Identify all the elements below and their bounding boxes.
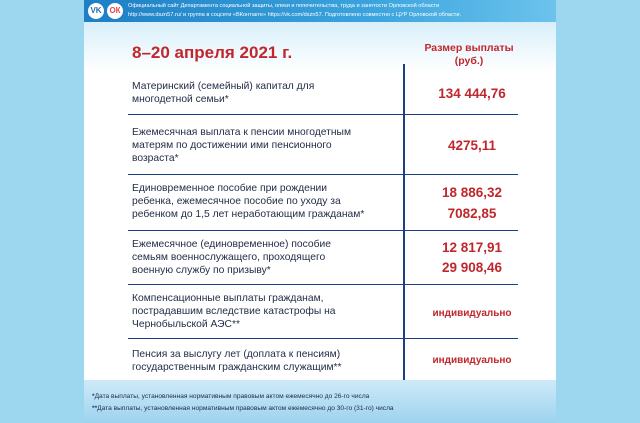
row-description-line: Чернобыльской АЭС** — [132, 319, 241, 330]
row-amount — [409, 306, 535, 321]
row-description-line: ребенком до 1,5 лет неработающим гражданам* — [132, 209, 365, 220]
row-description-line: матерям по достижении ими пенсионного — [132, 140, 332, 151]
row-separator — [128, 174, 518, 175]
amount-value: индивидуально — [432, 308, 512, 319]
header-band — [84, 0, 556, 22]
footnote-text: Дата выплаты, установленная нормативным правовым актом ежемесячно до 30-го (31-го) числа — [97, 405, 394, 412]
row-amount — [409, 185, 535, 221]
row-description — [132, 348, 402, 374]
row-separator — [128, 338, 518, 339]
row-description-line: ребенка, ежемесячное пособие по уходу за — [132, 196, 341, 207]
footnote-mark: * — [92, 393, 95, 400]
amount-value: 12 817,91 — [441, 240, 503, 255]
row-amount — [409, 240, 535, 275]
row-description-line: Ежемесячная выплата к пенсии многодетным — [132, 127, 352, 138]
header-text-line2: http://www.dszn57.ru/ и группа в соцсети «ВКонтакте» https://vk.com/dszn57. Подготовлено совместно с ЦУР Орловской области. — [128, 12, 462, 18]
footnote-mark: ** — [92, 405, 98, 412]
vk-icon[interactable]: VK — [88, 3, 104, 19]
infographic-card — [84, 0, 556, 423]
row-description-line: семьям военнослужащего, проходящего — [132, 252, 326, 263]
row-description-line: Материнский (семейный) капитал для — [132, 81, 315, 92]
row-description-line: Ежемесячное (единовременное) пособие — [132, 239, 331, 250]
amount-value: 29 908,46 — [441, 260, 503, 275]
column-header-line1: Размер выплаты — [424, 42, 514, 54]
row-description — [132, 182, 402, 221]
header-text — [128, 2, 552, 20]
row-description — [132, 80, 402, 106]
row-description-line: многодетной семьи* — [132, 94, 229, 105]
row-description-line: Единовременное пособие при рождении — [132, 183, 328, 194]
row-description — [132, 292, 402, 331]
footnote-text: Дата выплаты, установленная нормативным правовым актом ежемесячно до 26-го числа — [94, 393, 370, 400]
amount-value: 134 444,76 — [438, 86, 506, 101]
row-separator — [128, 230, 518, 231]
row-amount — [409, 138, 535, 153]
amount-value: индивидуально — [432, 355, 512, 366]
row-description-line: государственным гражданским служащим** — [132, 362, 342, 373]
column-header — [414, 42, 524, 68]
row-description — [132, 238, 402, 277]
row-amount — [409, 353, 535, 368]
row-description-line: Компенсационные выплаты гражданам, — [132, 293, 324, 304]
header-text-line1: Официальный сайт Департамента социальной защиты, опеки и попечительства, труда и занятости Орловской области — [128, 3, 440, 9]
row-separator — [128, 284, 518, 285]
row-description — [132, 126, 402, 165]
social-icons — [88, 3, 123, 19]
row-description-line: возраста* — [132, 153, 179, 164]
amount-value: 18 886,32 — [441, 185, 503, 200]
row-description-line: пострадавшим вследствие катастрофы на — [132, 306, 336, 317]
amount-value: 4275,11 — [447, 138, 497, 153]
column-divider — [403, 64, 405, 385]
footer-wave — [84, 380, 556, 423]
column-header-line2: (руб.) — [454, 55, 484, 67]
row-amount — [409, 86, 535, 101]
amount-value: 7082,85 — [447, 206, 497, 221]
row-description-line: Пенсия за выслугу лет (доплата к пенсиям) — [132, 349, 341, 360]
row-description-line: военную службу по призыву* — [132, 265, 271, 276]
footnote — [92, 405, 552, 412]
row-separator — [128, 114, 518, 115]
page-title: 8–20 апреля 2021 г. — [132, 43, 293, 62]
footnote — [92, 393, 552, 400]
ok-icon[interactable]: ОК — [107, 3, 123, 19]
